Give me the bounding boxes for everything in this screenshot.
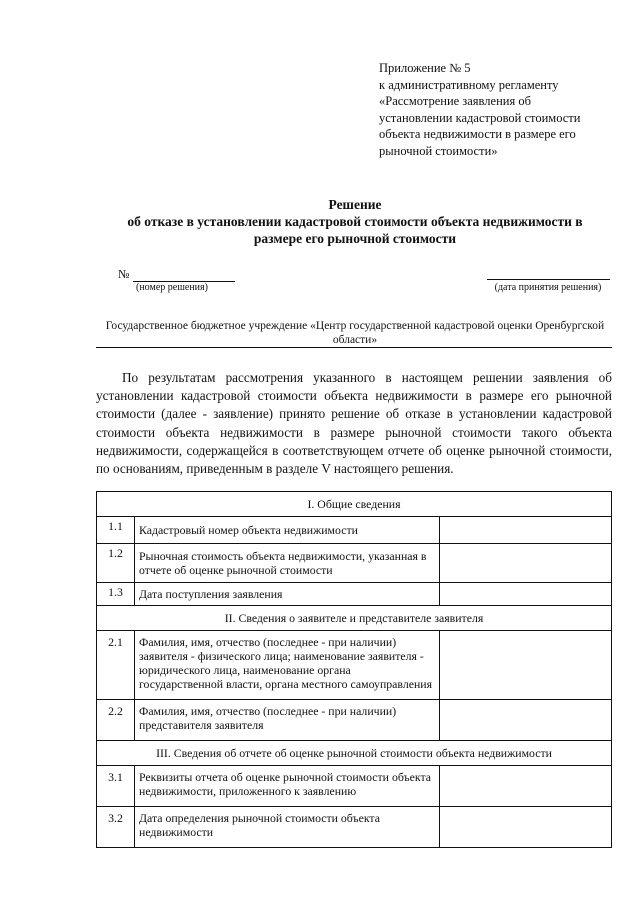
row-number: 1.1 (97, 517, 135, 544)
row-number: 1.2 (97, 544, 135, 583)
row-number: 2.2 (97, 700, 135, 741)
title-sub-line: размере его рыночной стоимости (253, 231, 457, 246)
row-label: Кадастровый номер объекта недвижимости (135, 517, 440, 544)
row-label: Дата поступления заявления (135, 583, 440, 606)
row-number: 3.2 (97, 807, 135, 848)
number-blank-line (133, 269, 235, 282)
table-row (97, 544, 612, 583)
appendix-line: «Рассмотрение заявления об (379, 94, 531, 108)
number-sign: № (118, 267, 130, 281)
info-table (96, 491, 612, 848)
organization-line: области» (332, 334, 378, 346)
appendix-line: установлении кадастровой стоимости (379, 110, 581, 125)
row-value (440, 766, 612, 807)
section-header-row (97, 606, 612, 631)
appendix-line: к административному регламенту (379, 77, 559, 92)
organization-name (100, 319, 610, 347)
appendix-line: объекта недвижимости в размере его (379, 127, 576, 141)
row-value (440, 807, 612, 848)
row-value (440, 517, 612, 544)
table-row (97, 766, 612, 807)
table-row (97, 583, 612, 606)
row-value (440, 631, 612, 700)
section-title: III. Сведения об отчете об оценке рыночной стоимости объекта недвижимости (97, 741, 612, 766)
date-blank-line (487, 267, 610, 280)
section-header-row (97, 492, 612, 517)
row-number: 2.1 (97, 631, 135, 700)
date-caption: (дата принятия решения) (494, 282, 602, 293)
appendix-line: рыночной стоимости» (379, 143, 498, 158)
table-row (97, 807, 612, 848)
row-label: Реквизиты отчета об оценке рыночной стоимости объекта недвижимости, приложенного к заявлению (135, 766, 440, 807)
document-title (100, 196, 610, 247)
divider (96, 347, 612, 348)
table-row (97, 517, 612, 544)
table-row (97, 700, 612, 741)
intro-text: По результатам рассмотрения указанного в настоящем решении заявления об установлении кадастровой стоимости объекта недвижимости в размере его рыночной стоимости (далее - заявление) принято решение об отказе в установлении кадастровой стоимости объекта недвижимости в размере рыночной стоимости такого объекта недвижимости, содержащейся в соответствующем отчете об оценке рыночной стоимости, по основаниям, приведенным в разделе V настоящего решения. (96, 370, 612, 477)
appendix-line: Приложение № 5 (379, 61, 471, 75)
row-number: 1.3 (97, 583, 135, 606)
table-row (97, 631, 612, 700)
intro-paragraph (96, 369, 612, 478)
section-title: I. Общие сведения (97, 492, 612, 517)
title-sub-line: об отказе в установлении кадастровой стоимости объекта недвижимости в (127, 214, 583, 229)
row-number: 3.1 (97, 766, 135, 807)
row-label: Рыночная стоимость объекта недвижимости, указанная в отчете об оценке рыночной стоимости (135, 544, 440, 583)
row-value (440, 700, 612, 741)
row-label: Фамилия, имя, отчество (последнее - при наличии) заявителя - физического лица; наименование заявителя - юридического лица, наименование органа государственной власти, органа местного самоуправления (135, 631, 440, 700)
decision-number (118, 267, 235, 282)
title-main: Решение (328, 197, 382, 212)
number-caption: (номер решения) (136, 282, 208, 293)
row-value (440, 583, 612, 606)
section-header-row (97, 741, 612, 766)
appendix-header (379, 60, 629, 159)
row-value (440, 544, 612, 583)
row-label: Дата определения рыночной стоимости объекта недвижимости (135, 807, 440, 848)
row-label: Фамилия, имя, отчество (последнее - при наличии) представителя заявителя (135, 700, 440, 741)
organization-line: Государственное бюджетное учреждение «Центр государственной кадастровой оценки Оренбургской (105, 320, 605, 332)
section-title: II. Сведения о заявителе и представителе заявителя (97, 606, 612, 631)
